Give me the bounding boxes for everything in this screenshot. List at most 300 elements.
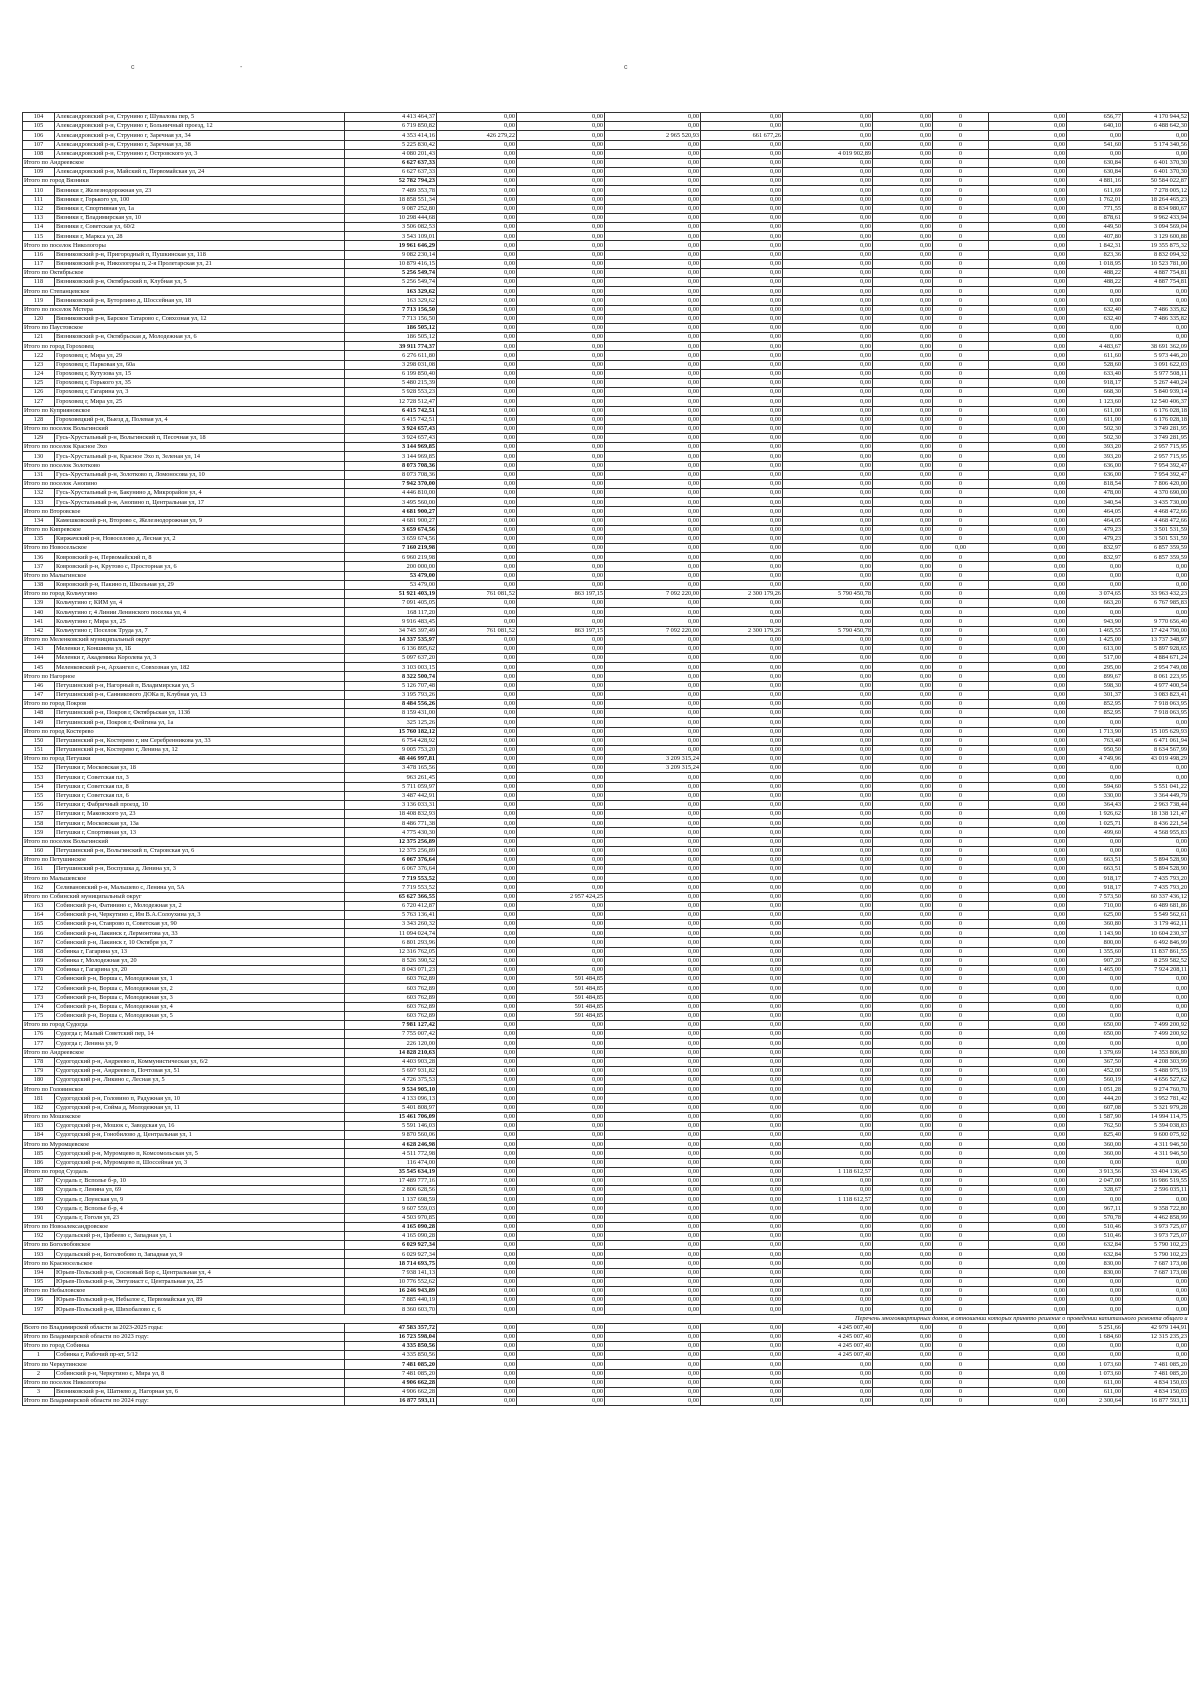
cell-col10: 0,00	[989, 910, 1067, 919]
cell-col7: 0,00	[783, 470, 873, 479]
cell-col10: 0,00	[989, 1158, 1067, 1167]
cell-col2: 4 403 903,28	[345, 1057, 437, 1066]
cell-col4: 0,00	[517, 846, 605, 855]
address-cell: Кольчугино г, Мира ул, 25	[55, 617, 345, 626]
cell-col2: 5 763 136,41	[345, 910, 437, 919]
cell-col2: 3 506 082,53	[345, 223, 437, 232]
table-row	[23, 681, 1189, 690]
cell-col4: 0,00	[517, 351, 605, 360]
cell-col10: 0,00	[989, 351, 1067, 360]
cell-col2: 5 097 637,20	[345, 654, 437, 663]
cell-col6: 0,00	[701, 901, 783, 910]
cell-col10: 0,00	[989, 186, 1067, 195]
cell-col6: 0,00	[701, 819, 783, 828]
cell-col8: 0,00	[873, 122, 933, 131]
cell-col4: 0,00	[517, 333, 605, 342]
cell-col7: 0,00	[783, 1011, 873, 1020]
cell-col12: 6 492 846,99	[1123, 938, 1189, 947]
cell-col10: 0,00	[989, 608, 1067, 617]
row-number: 158	[23, 819, 55, 828]
cell-col10: 0,00	[989, 1378, 1067, 1387]
cell-col3: 0,00	[437, 1167, 517, 1176]
cell-col11: 301,37	[1067, 690, 1123, 699]
cell-col8: 0,00	[873, 149, 933, 158]
cell-col3: 0,00	[437, 388, 517, 397]
cell-col10: 0,00	[989, 323, 1067, 332]
cell-col4: 0,00	[517, 1305, 605, 1314]
capital-repair-table	[22, 112, 1189, 1406]
subtotal-label: Итого по Второвское	[23, 507, 345, 516]
cell-col9: 0	[933, 314, 989, 323]
cell-col11: 830,00	[1067, 1268, 1123, 1277]
cell-col11: 393,20	[1067, 452, 1123, 461]
cell-col4: 0,00	[517, 1039, 605, 1048]
address-cell: Судогодский р-н, Мошок с, Заводская ул, 16	[55, 1121, 345, 1130]
cell-col7: 0,00	[783, 599, 873, 608]
cell-col3: 0,00	[437, 278, 517, 287]
cell-col5: 0,00	[605, 562, 701, 571]
cell-col6: 0,00	[701, 287, 783, 296]
address-cell: Петушки г, Маковского ул, 23	[55, 810, 345, 819]
cell-col7: 0,00	[783, 617, 873, 626]
address-cell: Александровский р-н, Майский п, Первомайская ул, 24	[55, 168, 345, 177]
cell-col9: 0	[933, 204, 989, 213]
cell-col6: 0,00	[701, 929, 783, 938]
cell-col10: 0,00	[989, 378, 1067, 387]
cell-col8: 0,00	[873, 388, 933, 397]
cell-col4: 0,00	[517, 461, 605, 470]
cell-col5: 0,00	[605, 1332, 701, 1341]
cell-col11: 611,60	[1067, 351, 1123, 360]
cell-col6: 0,00	[701, 709, 783, 718]
subtotal-label: Итого по город Вязники	[23, 177, 345, 186]
address-cell: Гороховец г, Кутузова ул, 15	[55, 369, 345, 378]
cell-col6: 0,00	[701, 397, 783, 406]
cell-col12: 0,00	[1123, 1287, 1189, 1296]
address-cell: Юрьев-Польский р-н, Шихобалово с, 6	[55, 1305, 345, 1314]
address-cell: Собинский р-н, Лакинск г, Лермонтова ул, 33	[55, 929, 345, 938]
cell-col3: 0,00	[437, 1158, 517, 1167]
row-number: 189	[23, 1195, 55, 1204]
cell-col3: 0,00	[437, 553, 517, 562]
cell-col12: 0,00	[1123, 580, 1189, 589]
cell-col12: 0,00	[1123, 131, 1189, 140]
cell-col12: 6 401 370,30	[1123, 168, 1189, 177]
cell-col10: 0,00	[989, 1021, 1067, 1030]
cell-col11: 668,30	[1067, 388, 1123, 397]
cell-col2: 10 776 552,62	[345, 1277, 437, 1286]
subtotal-label: Итого по Головинское	[23, 1085, 345, 1094]
table-row	[23, 1277, 1189, 1286]
cell-col3: 0,00	[437, 782, 517, 791]
cell-col5: 0,00	[605, 1112, 701, 1121]
cell-col9: 0	[933, 131, 989, 140]
cell-col12: 3 749 281,95	[1123, 434, 1189, 443]
cell-col2: 4 628 246,98	[345, 1140, 437, 1149]
cell-col11: 943,90	[1067, 617, 1123, 626]
cell-col8: 0,00	[873, 296, 933, 305]
cell-col9: 0	[933, 883, 989, 892]
cell-col9: 0	[933, 800, 989, 809]
cell-col2: 4 503 970,85	[345, 1213, 437, 1222]
cell-col7: 0,00	[783, 1094, 873, 1103]
cell-col10: 0,00	[989, 1186, 1067, 1195]
cell-col2: 4 165 090,28	[345, 1222, 437, 1231]
cell-col3: 0,00	[437, 1231, 517, 1240]
cell-col12: 0,00	[1123, 296, 1189, 305]
cell-col7: 0,00	[783, 764, 873, 773]
cell-col5: 0,00	[605, 544, 701, 553]
cell-col3: 0,00	[437, 1369, 517, 1378]
cell-col4: 0,00	[517, 874, 605, 883]
cell-col10: 0,00	[989, 489, 1067, 498]
cell-col9: 0	[933, 158, 989, 167]
table-row	[23, 378, 1189, 387]
cell-col4: 0,00	[517, 663, 605, 672]
cell-col11: 632,40	[1067, 305, 1123, 314]
cell-col6: 0,00	[701, 534, 783, 543]
cell-col12: 19 355 875,32	[1123, 241, 1189, 250]
row-number: 174	[23, 1002, 55, 1011]
cell-col7: 0,00	[783, 837, 873, 846]
cell-col7: 0,00	[783, 635, 873, 644]
cell-col5: 0,00	[605, 672, 701, 681]
cell-col9: 0	[933, 1222, 989, 1231]
cell-col11: 0,00	[1067, 149, 1123, 158]
cell-col11: 899,67	[1067, 672, 1123, 681]
address-cell: Вязники г, Спортивная ул, 1а	[55, 204, 345, 213]
address-cell: Петушки г, Московская ул, 13а	[55, 819, 345, 828]
cell-col5: 0,00	[605, 1048, 701, 1057]
row-number: 191	[23, 1213, 55, 1222]
cell-col2: 168 117,20	[345, 608, 437, 617]
row-number: 168	[23, 947, 55, 956]
cell-col4: 0,00	[517, 323, 605, 332]
cell-col3: 0,00	[437, 810, 517, 819]
cell-col5: 0,00	[605, 305, 701, 314]
cell-col11: 0,00	[1067, 287, 1123, 296]
cell-col5: 0,00	[605, 195, 701, 204]
cell-col4: 0,00	[517, 213, 605, 222]
cell-col4: 863 197,15	[517, 626, 605, 635]
cell-col9: 0	[933, 1277, 989, 1286]
cell-col11: 967,11	[1067, 1204, 1123, 1213]
cell-col8: 0,00	[873, 690, 933, 699]
cell-col9: 0	[933, 745, 989, 754]
cell-col4: 0,00	[517, 1186, 605, 1195]
cell-col5: 0,00	[605, 213, 701, 222]
cell-col9: 0	[933, 1085, 989, 1094]
cell-col7: 0,00	[783, 516, 873, 525]
cell-col8: 0,00	[873, 186, 933, 195]
cell-col10: 0,00	[989, 158, 1067, 167]
cell-col11: 517,00	[1067, 654, 1123, 663]
subtotal-label: Итого по поселок Мстера	[23, 305, 345, 314]
cell-col4: 0,00	[517, 1057, 605, 1066]
cell-col2: 16 877 593,11	[345, 1397, 437, 1406]
cell-col12: 5 551 041,22	[1123, 782, 1189, 791]
cell-col5: 0,00	[605, 149, 701, 158]
cell-col10: 0,00	[989, 1387, 1067, 1396]
cell-col6: 0,00	[701, 168, 783, 177]
cell-col9: 0	[933, 149, 989, 158]
cell-col12: 9 600 075,92	[1123, 1131, 1189, 1140]
cell-col11: 950,50	[1067, 745, 1123, 754]
address-cell: Кольчугино г, 4 Линии Ленинского поселка ул, 4	[55, 608, 345, 617]
row-number: 151	[23, 745, 55, 754]
subtotal-row	[23, 892, 1189, 901]
table-row	[23, 388, 1189, 397]
cell-col6: 661 677,26	[701, 131, 783, 140]
subtotal-label: Итого по Владимирской области по 2024 году:	[23, 1397, 345, 1406]
cell-col9: 0	[933, 1378, 989, 1387]
cell-col2: 7 981 127,42	[345, 1021, 437, 1030]
cell-col11: 832,97	[1067, 553, 1123, 562]
cell-col7: 0,00	[783, 681, 873, 690]
subtotal-label: Итого по поселок Золотково	[23, 461, 345, 470]
cell-col7: 0,00	[783, 773, 873, 782]
cell-col5: 0,00	[605, 718, 701, 727]
table-row	[23, 415, 1189, 424]
cell-col9: 0	[933, 1351, 989, 1360]
table-row	[23, 195, 1189, 204]
cell-col8: 0,00	[873, 874, 933, 883]
cell-col2: 6 720 412,87	[345, 901, 437, 910]
cell-col12: 9 962 433,94	[1123, 213, 1189, 222]
cell-col10: 0,00	[989, 700, 1067, 709]
cell-col10: 0,00	[989, 617, 1067, 626]
cell-col5: 0,00	[605, 342, 701, 351]
table-row	[23, 1121, 1189, 1130]
table-row	[23, 1204, 1189, 1213]
cell-col11: 452,00	[1067, 1066, 1123, 1075]
cell-col9: 0	[933, 479, 989, 488]
cell-col3: 0,00	[437, 910, 517, 919]
cell-col3: 0,00	[437, 232, 517, 241]
cell-col10: 0,00	[989, 168, 1067, 177]
cell-col11: 328,67	[1067, 1186, 1123, 1195]
cell-col5: 0,00	[605, 1121, 701, 1130]
cell-col5: 0,00	[605, 452, 701, 461]
cell-col4: 0,00	[517, 544, 605, 553]
cell-col10: 0,00	[989, 287, 1067, 296]
cell-col5: 0,00	[605, 378, 701, 387]
subtotal-label: Итого по Андреевское	[23, 1048, 345, 1057]
subtotal-label: Итого по Муромцевское	[23, 1140, 345, 1149]
subtotal-row	[23, 1140, 1189, 1149]
cell-col12: 7 435 793,20	[1123, 874, 1189, 883]
cell-col9: 0	[933, 534, 989, 543]
cell-col4: 0,00	[517, 1250, 605, 1259]
cell-col3: 0,00	[437, 993, 517, 1002]
cell-col11: 632,40	[1067, 314, 1123, 323]
cell-col12: 0,00	[1123, 571, 1189, 580]
cell-col9: 0	[933, 1213, 989, 1222]
cell-col10: 0,00	[989, 745, 1067, 754]
address-cell: Судогодский р-н, Андреево п, Коммунистическая ул, 6/2	[55, 1057, 345, 1066]
cell-col11: 656,77	[1067, 113, 1123, 122]
cell-col6: 0,00	[701, 727, 783, 736]
cell-col2: 18 714 693,75	[345, 1259, 437, 1268]
cell-col2: 12 316 762,05	[345, 947, 437, 956]
cell-col5: 0,00	[605, 1369, 701, 1378]
subtotal-label: Итого по Кипревское	[23, 525, 345, 534]
cell-col9: 0	[933, 1103, 989, 1112]
cell-col11: 632,84	[1067, 1250, 1123, 1259]
cell-col4: 0,00	[517, 1121, 605, 1130]
cell-col2: 5 256 549,74	[345, 268, 437, 277]
address-cell: Меленки г, Академика Королева ул, 3	[55, 654, 345, 663]
cell-col3: 0,00	[437, 736, 517, 745]
cell-col2: 4 335 850,56	[345, 1351, 437, 1360]
cell-col11: 2 300,64	[1067, 1397, 1123, 1406]
cell-col12: 60 337 436,12	[1123, 892, 1189, 901]
cell-col4: 0,00	[517, 195, 605, 204]
cell-col6: 0,00	[701, 837, 783, 846]
cell-col6: 0,00	[701, 232, 783, 241]
cell-col6: 0,00	[701, 1268, 783, 1277]
cell-col12: 3 083 823,41	[1123, 690, 1189, 699]
cell-col12: 18 138 121,47	[1123, 810, 1189, 819]
cell-col8: 0,00	[873, 1387, 933, 1396]
cell-col11: 640,10	[1067, 122, 1123, 131]
table-row	[23, 131, 1189, 140]
cell-col6: 0,00	[701, 947, 783, 956]
cell-col9: 0	[933, 892, 989, 901]
cell-col10: 0,00	[989, 727, 1067, 736]
cell-col2: 4 335 850,56	[345, 1342, 437, 1351]
row-number: 149	[23, 718, 55, 727]
cell-col10: 0,00	[989, 965, 1067, 974]
cell-col11: 832,97	[1067, 544, 1123, 553]
cell-col7: 0,00	[783, 461, 873, 470]
address-cell: Гороховецкий р-н, Выезд д, Полевая ул, 4	[55, 415, 345, 424]
cell-col5: 0,00	[605, 580, 701, 589]
row-number: 142	[23, 626, 55, 635]
subtotal-row	[23, 479, 1189, 488]
row-number: 156	[23, 800, 55, 809]
table-row	[23, 1094, 1189, 1103]
cell-col4: 0,00	[517, 1076, 605, 1085]
cell-col10: 0,00	[989, 470, 1067, 479]
cell-col6: 0,00	[701, 443, 783, 452]
cell-col9: 0	[933, 727, 989, 736]
cell-col9: 0	[933, 278, 989, 287]
cell-col11: 1 762,01	[1067, 195, 1123, 204]
cell-col12: 5 894 528,90	[1123, 865, 1189, 874]
cell-col6: 0,00	[701, 1323, 783, 1332]
cell-col9: 0	[933, 553, 989, 562]
cell-col3: 0,00	[437, 323, 517, 332]
cell-col10: 0,00	[989, 782, 1067, 791]
cell-col11: 502,30	[1067, 424, 1123, 433]
cell-col11: 625,00	[1067, 910, 1123, 919]
cell-col10: 0,00	[989, 975, 1067, 984]
cell-col8: 0,00	[873, 223, 933, 232]
cell-col10: 0,00	[989, 993, 1067, 1002]
cell-col11: 0,00	[1067, 975, 1123, 984]
cell-col8: 0,00	[873, 1305, 933, 1314]
cell-col8: 0,00	[873, 984, 933, 993]
cell-col5: 0,00	[605, 837, 701, 846]
cell-col7: 0,00	[783, 1296, 873, 1305]
cell-col9: 0	[933, 929, 989, 938]
cell-col2: 603 762,89	[345, 993, 437, 1002]
address-cell: Гусь-Хрустальный р-н, Красное Эхо п, Зеленая ул, 14	[55, 452, 345, 461]
cell-col8: 0,00	[873, 1213, 933, 1222]
cell-col8: 0,00	[873, 1021, 933, 1030]
cell-col7: 0,00	[783, 1140, 873, 1149]
address-cell: Ковровский р-н, Первомайский п, 8	[55, 553, 345, 562]
row-number: 179	[23, 1066, 55, 1075]
address-cell: Суздаль г, Вспольe б-р, 4	[55, 1204, 345, 1213]
address-cell: Юрьев-Польский р-н, Энтузиаст с, Центральная ул, 25	[55, 1277, 345, 1286]
row-number: 161	[23, 865, 55, 874]
cell-col2: 48 446 997,81	[345, 755, 437, 764]
cell-col2: 9 087 252,80	[345, 204, 437, 213]
cell-col7: 0,00	[783, 929, 873, 938]
cell-col8: 0,00	[873, 140, 933, 149]
subtotal-row	[23, 1259, 1189, 1268]
cell-col2: 325 125,26	[345, 718, 437, 727]
cell-col9: 0	[933, 1268, 989, 1277]
cell-col8: 0,00	[873, 663, 933, 672]
cell-col2: 10 298 444,68	[345, 213, 437, 222]
subtotal-label: Итого по Новосельское	[23, 544, 345, 553]
cell-col10: 0,00	[989, 415, 1067, 424]
cell-col5: 0,00	[605, 314, 701, 323]
cell-col5: 0,00	[605, 1076, 701, 1085]
cell-col7: 0,00	[783, 580, 873, 589]
cell-col8: 0,00	[873, 1195, 933, 1204]
cell-col11: 0,00	[1067, 333, 1123, 342]
cell-col7: 0,00	[783, 727, 873, 736]
cell-col8: 0,00	[873, 241, 933, 250]
cell-col10: 0,00	[989, 791, 1067, 800]
cell-col9: 0	[933, 782, 989, 791]
cell-col8: 0,00	[873, 250, 933, 259]
cell-col6: 0,00	[701, 1131, 783, 1140]
cell-col5: 0,00	[605, 1066, 701, 1075]
cell-col2: 3 924 657,43	[345, 434, 437, 443]
table-row	[23, 351, 1189, 360]
cell-col3: 0,00	[437, 342, 517, 351]
cell-col8: 0,00	[873, 644, 933, 653]
cell-col8: 0,00	[873, 828, 933, 837]
cell-col6: 0,00	[701, 314, 783, 323]
cell-col9: 0	[933, 773, 989, 782]
cell-col4: 0,00	[517, 617, 605, 626]
cell-col9: 0	[933, 1076, 989, 1085]
cell-col9: 0	[933, 626, 989, 635]
cell-col5: 0,00	[605, 1241, 701, 1250]
cell-col10: 0,00	[989, 1332, 1067, 1341]
cell-col4: 0,00	[517, 819, 605, 828]
subtotal-label: Итого по Куприяновское	[23, 406, 345, 415]
cell-col6: 0,00	[701, 1076, 783, 1085]
cell-col6: 0,00	[701, 1213, 783, 1222]
address-cell: Ковровский р-н, Пакино п, Школьная ул, 29	[55, 580, 345, 589]
cell-col9: 0	[933, 1397, 989, 1406]
cell-col8: 0,00	[873, 892, 933, 901]
cell-col6: 0,00	[701, 406, 783, 415]
cell-col2: 17 489 777,16	[345, 1176, 437, 1185]
row-number: 133	[23, 498, 55, 507]
cell-col6: 0,00	[701, 1167, 783, 1176]
address-cell: Александровский р-н, Струнино г, Островского ул, 3	[55, 149, 345, 158]
cell-col10: 0,00	[989, 644, 1067, 653]
cell-col12: 4 311 946,50	[1123, 1140, 1189, 1149]
